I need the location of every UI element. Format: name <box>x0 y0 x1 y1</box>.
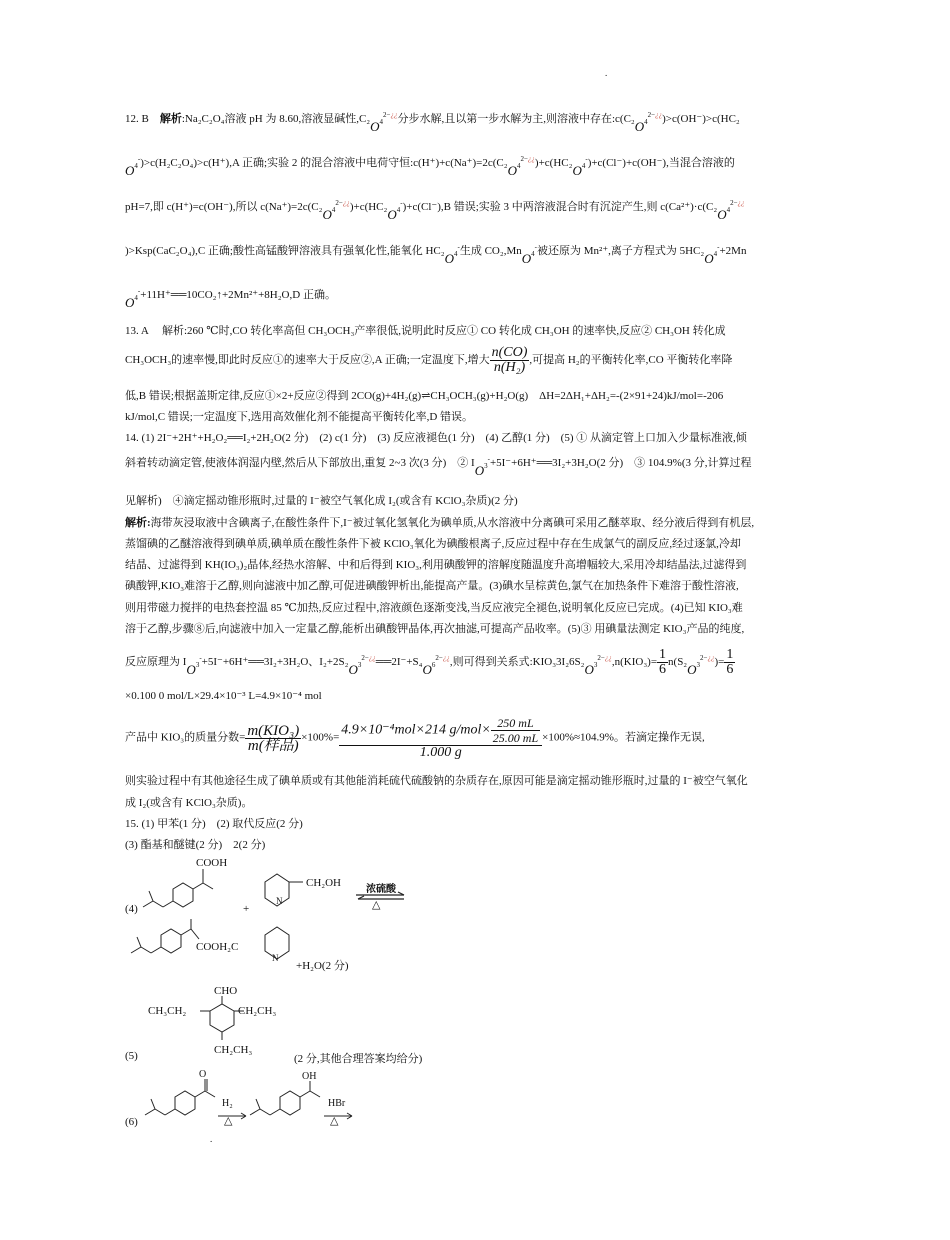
q12-line3: pH=7,即 c(H⁺)=c(OH⁻),所以 $c(Na^+)=2c(C_2O_4^{2-¿¿})+c(HC_2O_4^-)+c(Cl^-),B$ 错误;实验 3 中两溶液混合时有沉淀产生,则 $c(Ca^{2+})\cdot c(C_2O_4^{2-¿¿}$ <box>125 199 745 222</box>
ethyl-left-label: CH₃CH₂ <box>148 1005 187 1017</box>
q14-analysis-p5: 则用带磁力搅拌的电热套控温 85 ℃加热,反应过程中,溶液颜色逐渐变浅,当反应液完全褪色,说明氧化反应已完成。(4)已知 KIO₃难 <box>125 602 743 614</box>
q14-analysis-p10: 则实验过程中有其他途径生成了碘单质或有其他能消耗硫代硫酸钠的杂质存在,原因可能是滴定摇动锥形瓶时,过量的 I⁻被空气氧化 <box>125 775 748 787</box>
water-label: +H₂O(2 分) <box>296 960 349 972</box>
q14-analysis-p6: 溶于乙醇,步骤⑧后,向滤液中加入一定量乙醇,能析出碘酸钾晶体,再次抽滤,可提高产品收率。(5)③ 用碘量法测定 KIO₃产品的纯度, <box>125 623 745 635</box>
q14-analysis-p8: ×0.100 0 mol/L×29.4×10⁻³ L=4.9×10⁻⁴ mol <box>125 690 322 702</box>
cooh2c-label: COOH₂C <box>196 941 239 953</box>
carbonyl-o-label: O <box>199 1069 207 1080</box>
q14-line3: 见解析) ④滴定摇动锥形瓶时,过量的 I⁻被空气氧化成 I₂(或含有 KClO₃杂质)(2 分) <box>125 495 518 507</box>
q14-line2: 斜着转动滴定管,使液体润湿内壁,然后从下部放出,重复 2~3 次(3 分) ② $IO_3^-+5I^-+6H^+══3I_2+3H_2O(2$ 分) ③ 104.9%(3 分,计算过程 <box>125 455 752 478</box>
q14-analysis-p9: 产品中 KIO₃的质量分数= $\frac{\text{m(KIO₃)}}{\text{m(样品)}}$ ×100%= 4.9×10⁻⁴mol×214 g/mol× $\frac{250 mL}{25.00 mL}$ 1.000 g ×100%≈104.9%。若滴定操作无误, <box>125 716 705 760</box>
q15-label-4: (4) <box>125 903 138 915</box>
reagent-label: 浓硫酸 <box>366 884 396 895</box>
ethyl-bottom-label: CH₂CH₃ <box>214 1044 253 1056</box>
cho-label: CHO <box>214 985 238 997</box>
pyridine-n-label: N <box>276 896 283 906</box>
q12-line1: 12. B 解析:Na₂C₂O₄溶液 pH 为 8.60,溶液显碱性$,C_2O_4^{2-¿¿}$分步水解,且以第一步水解为主,则溶液中存在$:c(C_2O_4^{2-¿¿})>c(OH^-)>c(HC_2$ <box>125 111 740 134</box>
h2-reagent-label: H₂ <box>222 1098 233 1109</box>
q12-line4: )>Ksp(CaC₂O₄),C 正确;酸性高锰酸钾溶液具有强氧化性,能氧化 $HC_2O_4^-$生成 CO₂,MnO$_4$-被还原为 Mn²⁺,离子方程式为 $5HC_2O_4^-+2Mn$ <box>125 243 747 266</box>
q13-line1: 13. A 解析:260 ℃时,CO 转化率高但 CH₃OCH₃产率很低,说明此时反应① CO 转化成 CH₃OH 的速率快,反应② CH₃OH 转化成 <box>125 325 726 337</box>
top-dot: . <box>605 68 608 78</box>
q14-analysis-p1: 解析:海带灰浸取液中含碘离子,在酸性条件下,I⁻被过氧化氢氧化为碘单质,从水溶液中分离碘可采用乙醚萃取、经分液后得到有机层, <box>125 517 755 529</box>
pyridine-n-label-product: N <box>272 953 279 963</box>
q15-label-6: (6) <box>125 1116 138 1128</box>
ethyl-right-label: CH₂CH₃ <box>238 1005 277 1017</box>
alcohol-structure <box>248 1075 328 1128</box>
q13-line2: CH₃OCH₃的速率慢,即此时反应①的速率大于反应②,A 正确;一定温度下,增大 $\frac{n(CO)}{\text{n(H₂)}}$ ,可提高 H₂的平衡转化率,CO 平衡转化率降 <box>125 345 733 375</box>
q15-line1: 15. (1) 甲苯(1 分) (2) 取代反应(2 分) <box>125 818 303 830</box>
q15-line2: (3) 酯基和醚键(2 分) 2(2 分) <box>125 839 266 851</box>
reversible-arrow <box>356 892 406 904</box>
heat-symbol-6b: △ <box>330 1115 339 1127</box>
q13-line3: 低,B 错误;根据盖斯定律,反应①×2+反应②得到 2CO(g)+4H₂(g)⇌CH₃OCH₃(g)+H₂O(g) ΔH=2ΔH₁+ΔH₂=-(2×91+24)kJ/mol=-206 <box>125 390 724 402</box>
hydroxyl-label: OH <box>302 1071 317 1082</box>
q14-analysis-p7: 反应原理为 $IO_3^-+5I^-+6H^+══3I_2+3H_2O$、$I_2+2S_2O_3^{2-¿¿}══2I^-+S_4O_6^{2-¿¿}$,则可得到关系式$:KIO_33I_26S_2O_3^{2-¿¿},n(KIO_3)=$ $\frac{1}{6}$ $n(S_2O_3^{2-¿¿})=$ $\frac{1}{6}$ <box>125 647 734 678</box>
arrow-hbr <box>324 1110 354 1122</box>
heat-symbol: △ <box>372 899 381 911</box>
bottom-dot: . <box>210 1134 213 1144</box>
ketone-structure <box>143 1075 223 1128</box>
q15-note-5: (2 分,其他合理答案均给分) <box>294 1053 423 1065</box>
trisubstituted-benzaldehyde-structure <box>195 996 255 1049</box>
q12-line2: $O_4^-)>c(H_2C_2O_4)>c(H^+),A$ 正确;实验 2 的混合溶液中电荷守恒$:c(H^+)+c(Na^+)=2c(C_2O_4^{2-¿¿})+c(HC_2O_4^-)+c(Cl^-)+c(OH^-)$,当混合溶液的 <box>125 155 735 178</box>
hbr-reagent-label: HBr <box>328 1098 346 1109</box>
q14-line1: 14. (1) 2I⁻+2H⁺+H₂O₂══I₂+2H₂O(2 分) (2) c(1 分) (3) 反应液褪色(1 分) (4) 乙醇(1 分) (5) ① 从滴定管上口加入少量标准液,倾 <box>125 432 747 444</box>
q14-analysis-p3: 结晶、过滤得到 KH(IO₃)₂晶体,经热水溶解、中和后得到 KIO₃,利用碘酸钾的溶解度随温度升高增幅较大,采用冷却结晶法,过滤得到 <box>125 559 747 571</box>
q14-analysis-p2: 蒸馏碘的乙醚溶液得到碘单质,碘单质在酸性条件下被 KClO₃氧化为碘酸根离子,反应过程中存在生成氯气的副反应,经过逐氯,冷却 <box>125 538 741 550</box>
arrow-h2 <box>218 1110 248 1122</box>
q13-line4: kJ/mol,C 错误;一定温度下,选用高效催化剂不能提高平衡转化率,D 错误。 <box>125 411 474 423</box>
cooh-label: COOH <box>196 857 228 869</box>
q12-line5: $O_4^-+11H^+══10CO_2↑+2Mn^{2+}+8H_2O,D$ 正确。 <box>125 287 336 310</box>
ch2oh-label: CH₂OH <box>306 877 342 889</box>
plus-sign: + <box>243 903 250 915</box>
heat-symbol-6a: △ <box>224 1115 233 1127</box>
q15-label-5: (5) <box>125 1050 138 1062</box>
q14-analysis-p11: 成 I₂(或含有 KClO₃杂质)。 <box>125 797 253 809</box>
q14-analysis-p4: 碘酸钾,KIO₃难溶于乙醇,则向滤液中加乙醇,可促进碘酸钾析出,能提高产量。(3)碘水呈棕黄色,氯气在加热条件下难溶于酸性溶液, <box>125 580 739 592</box>
